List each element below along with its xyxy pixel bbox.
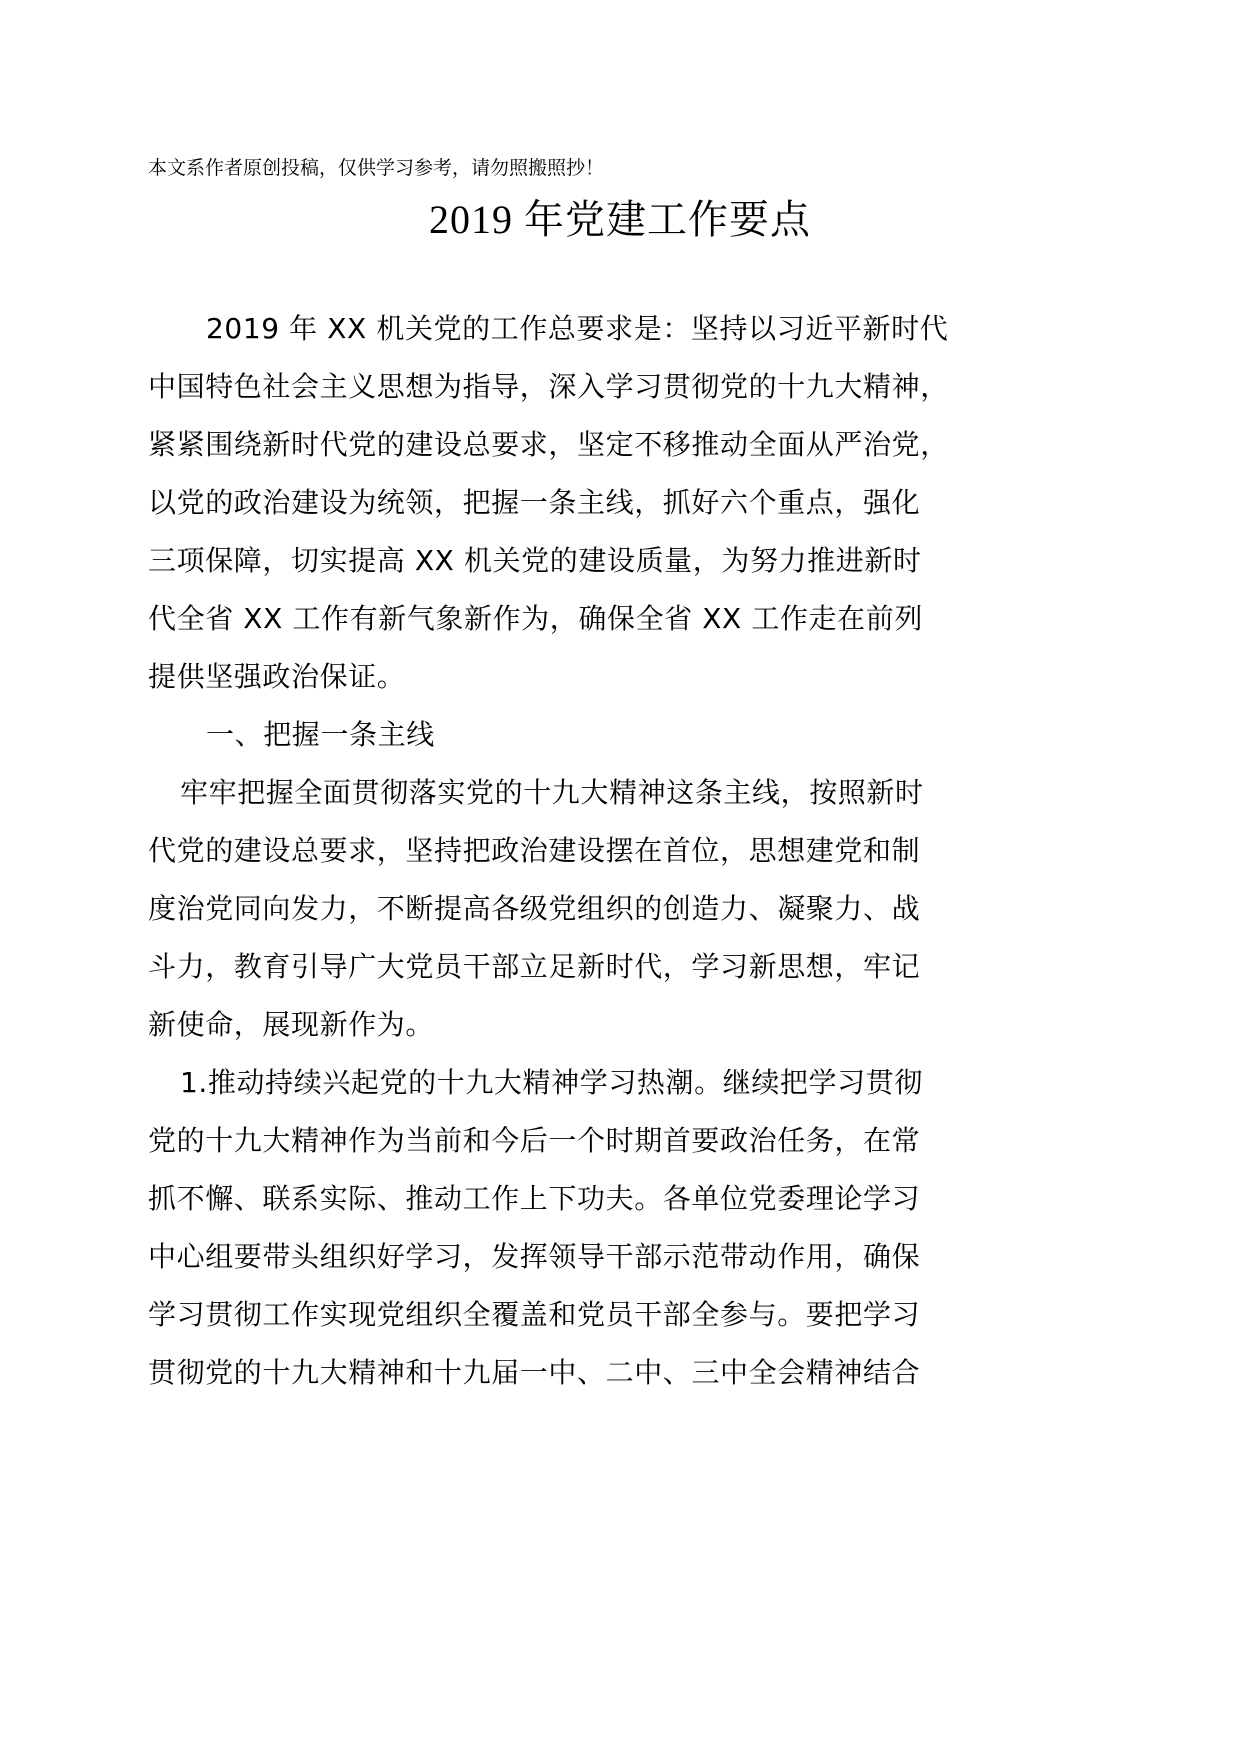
- section-heading: 一、把握一条主线: [206, 718, 435, 751]
- paragraph-line: 斗力，教育引导广大党员干部立足新时代，学习新思想，牢记: [148, 950, 921, 983]
- paragraph-line: 三项保障，切实提高 XX 机关党的建设质量，为努力推进新时: [148, 544, 922, 577]
- paragraph-line: 1.推动持续兴起党的十九大精神学习热潮。继续把学习贯彻: [180, 1066, 923, 1099]
- paragraph-line: 代全省 XX 工作有新气象新作为，确保全省 XX 工作走在前列: [148, 602, 923, 635]
- paragraph-line: 党的十九大精神作为当前和今后一个时期首要政治任务，在常: [148, 1124, 921, 1157]
- paragraph-line: 学习贯彻工作实现党组织全覆盖和党员干部全参与。要把学习: [148, 1298, 921, 1331]
- paragraph-line: 贯彻党的十九大精神和十九届一中、二中、三中全会精神结合: [148, 1356, 921, 1389]
- paragraph-line: 紧紧围绕新时代党的建设总要求，坚定不移推动全面从严治党，: [148, 428, 949, 461]
- paragraph-line: 度治党同向发力，不断提高各级党组织的创造力、凝聚力、战: [148, 892, 921, 925]
- paragraph-line: 2019 年 XX 机关党的工作总要求是：坚持以习近平新时代: [206, 312, 949, 345]
- paragraph-line: 牢牢把握全面贯彻落实党的十九大精神这条主线，按照新时: [180, 776, 924, 809]
- document-title: 2019 年党建工作要点: [429, 197, 811, 242]
- paragraph-main-line: [148, 764, 1088, 1054]
- paragraph-line: 新使命，展现新作为。: [148, 1008, 435, 1041]
- paragraph-line: 以党的政治建设为统领，把握一条主线，抓好六个重点，强化: [148, 486, 921, 519]
- paragraph-general-requirements: [148, 300, 1088, 706]
- paragraph-item-1: [148, 1054, 1088, 1402]
- paragraph-line: 抓不懈、联系实际、推动工作上下功夫。各单位党委理论学习: [148, 1182, 921, 1215]
- paragraph-line: 中国特色社会主义思想为指导，深入学习贯彻党的十九大精神，: [148, 370, 949, 403]
- paragraph-line: 中心组要带头组织好学习，发挥领导干部示范带动作用，确保: [148, 1240, 921, 1273]
- header-note: 本文系作者原创投稿，仅供学习参考，请勿照搬照抄！: [148, 157, 605, 179]
- paragraph-line: 代党的建设总要求，坚持把政治建设摆在首位，思想建党和制: [148, 834, 921, 867]
- document-body: [148, 300, 1088, 1402]
- paragraph-line: 提供坚强政治保证。: [148, 660, 406, 693]
